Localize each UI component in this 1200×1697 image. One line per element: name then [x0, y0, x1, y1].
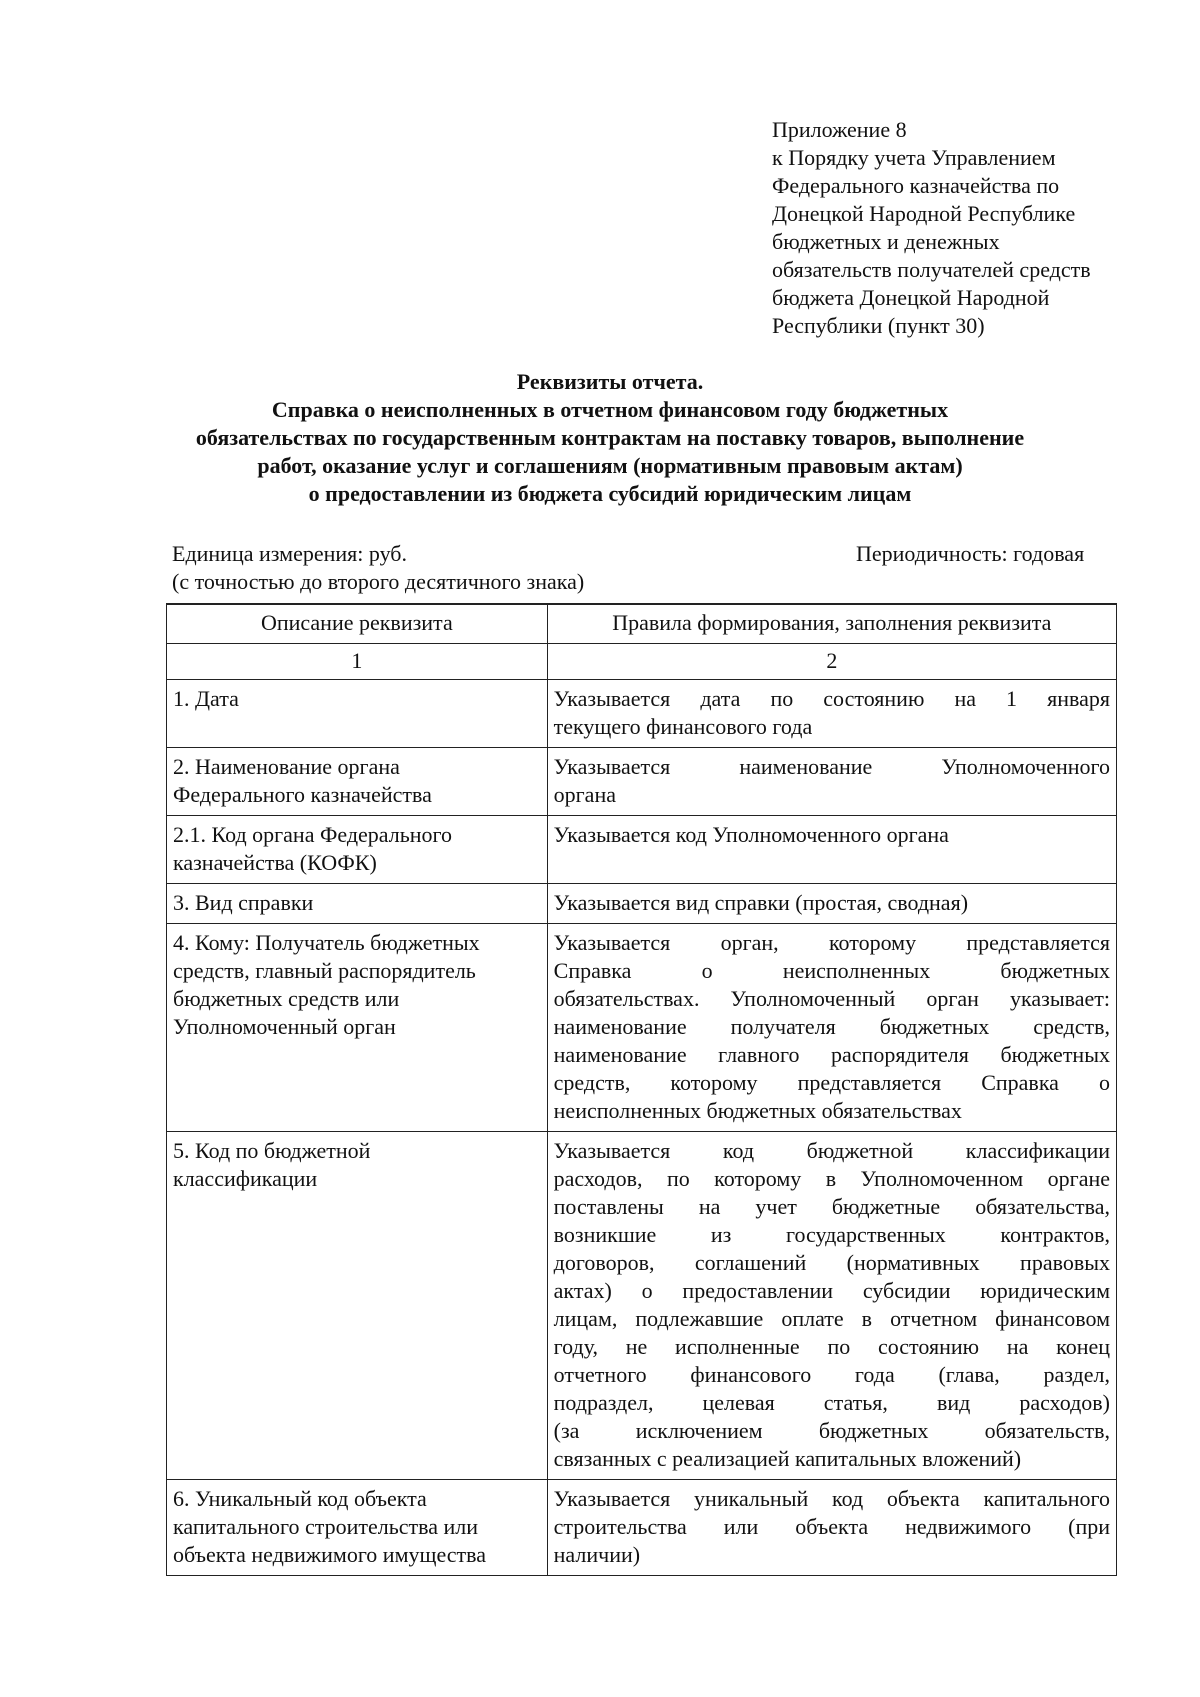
document-title [150, 368, 1070, 508]
rule-line: неисполненных бюджетных обязательствах [553, 1098, 962, 1123]
requisite-rule [547, 816, 1116, 884]
desc-line: 3. Вид справки [173, 890, 314, 915]
appendix-line: обязательств получателей средств [772, 257, 1091, 282]
appendix-line: Федерального казначейства по [772, 173, 1060, 198]
rule-line: лицам, подлежавшие оплате в отчетном финансовом [553, 1306, 1110, 1331]
requisite-description [167, 1132, 548, 1480]
title-line: Справка о неисполненных в отчетном финансовом году бюджетных [271, 397, 949, 422]
title-line: о предоставлении из бюджета субсидий юридическим лицам [308, 481, 912, 506]
rule-line: поставлены на учет бюджетные обязательства, [553, 1194, 1110, 1219]
unit-text: Единица измерения: руб. [172, 541, 407, 566]
rule-line: подраздел, целевая статья, вид расходов) [553, 1390, 1110, 1415]
desc-line: 2.1. Код органа Федерального [173, 822, 452, 847]
rule-line: отчетного финансового года (глава, раздел, [553, 1362, 1110, 1387]
measurement-unit [172, 540, 584, 596]
rule-line: наличии) [553, 1542, 641, 1567]
rule-line: (за исключением бюджетных обязательств, [553, 1418, 1110, 1443]
requisite-rule [547, 924, 1116, 1132]
desc-line: капитального строительства или [173, 1514, 479, 1539]
table-row [167, 924, 1117, 1132]
rule-line: строительства или объекта недвижимого (при [553, 1514, 1110, 1539]
rule-line: средств, которому представляется Справка о [553, 1070, 1110, 1095]
rule-line: связанных с реализацией капитальных вложений) [553, 1446, 1022, 1471]
table-row [167, 1480, 1117, 1576]
rule-line: Указывается код бюджетной классификации [553, 1138, 1110, 1163]
desc-line: бюджетных средств или [173, 986, 400, 1011]
desc-line: средств, главный распорядитель [173, 958, 476, 983]
rule-line: органа [553, 782, 616, 807]
desc-line: Федерального казначейства [173, 782, 432, 807]
desc-line: объекта недвижимого имущества [173, 1542, 486, 1567]
title-line: обязательствах по государственным контрактам на поставку товаров, выполнение [195, 425, 1025, 450]
requisite-description [167, 884, 548, 924]
rule-line: Указывается уникальный код объекта капитального [553, 1486, 1110, 1511]
appendix-line: Приложение 8 [772, 117, 907, 142]
requisite-rule [547, 884, 1116, 924]
requisite-rule [547, 748, 1116, 816]
desc-line: 6. Уникальный код объекта [173, 1486, 427, 1511]
requisite-rule [547, 680, 1116, 748]
rule-line: Справка о неисполненных бюджетных [553, 958, 1110, 983]
appendix-line: к Порядку учета Управлением [772, 145, 1056, 170]
column-numbers-row [167, 644, 1117, 680]
desc-line: 4. Кому: Получатель бюджетных [173, 930, 480, 955]
appendix-line: Донецкой Народной Республике [772, 201, 1076, 226]
desc-line: 5. Код по бюджетной [173, 1138, 371, 1163]
header-rules: Правила формирования, заполнения реквизита [547, 604, 1116, 644]
rule-line: Указывается дата по состоянию на 1 января [553, 686, 1110, 711]
requisite-description [167, 748, 548, 816]
requisite-description [167, 1480, 548, 1576]
column-number: 1 [167, 644, 548, 680]
requisite-rule [547, 1132, 1116, 1480]
appendix-line: бюджетных и денежных [772, 229, 1000, 254]
rule-line: Указывается орган, которому представляется [553, 930, 1110, 955]
rule-line: наименование получателя бюджетных средств, [553, 1014, 1110, 1039]
desc-line: казначейства (КОФК) [173, 850, 377, 875]
table-header-row [167, 604, 1117, 644]
rule-line: наименование главного распорядителя бюджетных [553, 1042, 1110, 1067]
rule-line: году, не исполненные по состоянию на конец [553, 1334, 1110, 1359]
precision-text: (с точностью до второго десятичного знака) [172, 569, 585, 594]
table-row [167, 884, 1117, 924]
desc-line: 1. Дата [173, 686, 239, 711]
rule-line: Указывается код Уполномоченного органа [553, 822, 949, 847]
rule-line: обязательствах. Уполномоченный орган указывает: [553, 986, 1110, 1011]
rule-line: актах) о предоставлении субсидии юридическим [553, 1278, 1110, 1303]
table-row [167, 680, 1117, 748]
title-line: работ, оказание услуг и соглашениям (нормативным правовым актам) [257, 453, 963, 478]
requisite-description [167, 924, 548, 1132]
table-row [167, 1132, 1117, 1480]
header-description: Описание реквизита [167, 604, 548, 644]
rule-line: договоров, соглашений (нормативных правовых [553, 1250, 1110, 1275]
desc-line: 2. Наименование органа [173, 754, 400, 779]
desc-line: классификации [173, 1166, 318, 1191]
column-number: 2 [547, 644, 1116, 680]
table-row [167, 816, 1117, 884]
appendix-note [772, 116, 1172, 340]
rule-line: текущего финансового года [553, 714, 813, 739]
desc-line: Уполномоченный орган [173, 1014, 396, 1039]
requisite-description [167, 816, 548, 884]
appendix-line: Республики (пункт 30) [772, 313, 985, 338]
table-row [167, 748, 1117, 816]
rule-line: Указывается вид справки (простая, сводная) [553, 890, 969, 915]
periodicity: Периодичность: годовая [856, 541, 1085, 566]
requisites-table [166, 603, 1117, 1576]
requisite-description [167, 680, 548, 748]
requisite-rule [547, 1480, 1116, 1576]
title-line: Реквизиты отчета. [516, 369, 704, 394]
rule-line: возникшие из государственных контрактов, [553, 1222, 1110, 1247]
rule-line: Указывается наименование Уполномоченного [553, 754, 1110, 779]
rule-line: расходов, по которому в Уполномоченном органе [553, 1166, 1110, 1191]
appendix-line: бюджета Донецкой Народной [772, 285, 1050, 310]
